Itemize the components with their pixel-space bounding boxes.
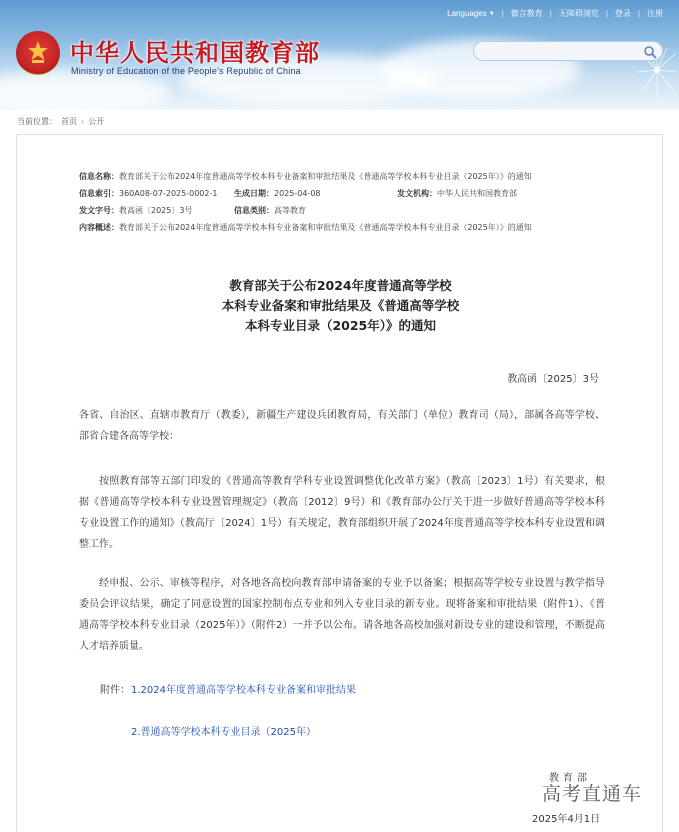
attachment-link-2[interactable]: 2.普通高等学校本科专业目录（2025年） xyxy=(131,727,316,738)
meta-key: 发文字号： xyxy=(79,206,119,215)
title-line: 教育部关于公布2024年度普通高等学校 xyxy=(229,278,452,293)
meta-key: 生成日期： xyxy=(234,189,274,198)
cloud-decoration xyxy=(0,70,170,110)
languages-dropdown[interactable] xyxy=(447,9,495,18)
document-title xyxy=(17,276,664,336)
site-title-cn[interactable]: 中华人民共和国教育部 xyxy=(70,39,320,67)
meta-row-index xyxy=(79,185,619,202)
meta-key: 发文机构： xyxy=(397,189,437,198)
meta-value: 360A08-07-2025-0002-1 xyxy=(119,189,218,198)
breadcrumb-home[interactable]: 首页 xyxy=(61,117,77,126)
meta-key: 信息索引： xyxy=(79,189,119,198)
nav-separator: | xyxy=(549,9,552,18)
attachments-label: 附件： xyxy=(100,685,130,696)
register-link[interactable]: 注册 xyxy=(647,9,663,18)
top-nav xyxy=(447,8,663,19)
document-number: 教高函〔2025〕3号 xyxy=(507,374,599,385)
site-title-en: Ministry of Education of the People's Republic of China xyxy=(71,66,301,76)
breadcrumb-prefix: 当前位置： xyxy=(17,117,57,126)
paragraph-recipients: 各省、自治区、直辖市教育厅（教委），新疆生产建设兵团教育局，有关部门（单位）教育司（局），部属各高等学校、部省合建各高等学校： xyxy=(79,410,605,442)
content-card xyxy=(16,134,663,832)
signing-date: 2025年4月1日 xyxy=(532,814,601,825)
chevron-right-icon: › xyxy=(81,117,85,126)
meta-key: 内容概述： xyxy=(79,223,119,232)
meta-value: 教高函〔2025〕3号 xyxy=(119,206,193,215)
title-line: 本科专业备案和审批结果及《普通高等学校 xyxy=(221,298,460,313)
weibo-link[interactable]: 微言教育 xyxy=(510,9,543,18)
login-link[interactable]: 登录 xyxy=(614,9,631,18)
meta-value: 中华人民共和国教育部 xyxy=(437,189,517,198)
meta-row-summary xyxy=(79,219,619,236)
watermark: 高考直通车 xyxy=(542,783,643,805)
emblem-star-icon xyxy=(23,38,53,68)
title-line: 本科专业目录（2025年）》的通知 xyxy=(244,318,437,333)
search-icon[interactable] xyxy=(643,45,657,59)
meta-value: 高等教育 xyxy=(274,206,306,215)
meta-value: 2025-04-08 xyxy=(274,189,321,198)
search-input[interactable] xyxy=(482,45,632,58)
nav-separator: | xyxy=(637,9,640,18)
meta-value: 教育部关于公布2024年度普通高等学校本科专业备案和审批结果及《普通高等学校本科专业目录（2025年）》的通知 xyxy=(119,223,532,232)
search-box xyxy=(473,41,663,61)
accessibility-link[interactable]: 无障碍浏览 xyxy=(558,9,599,18)
breadcrumb-current[interactable]: 公开 xyxy=(88,117,105,126)
paragraph-body-2: 经申报、公示、审核等程序，对各地各高校向教育部申请备案的专业予以备案；根据高等学校专业设置与教学指导委员会评议结果，确定了同意设置的国家控制布点专业和列入专业目录的新专业。现将备案和审批结果（附件1）、《普通高等学校本科专业目录（2025年）》（附件2）一并予以公布。请各地各高校加强对新设专业的建设和管理，不断提高人才培养质量。 xyxy=(79,578,605,652)
paragraph-body-1: 按照教育部等五部门印发的《普通高等教育学科专业设置调整优化改革方案》（教高〔2023〕1号）有关要求，根据《普通高等学校本科专业设置管理规定》（教高〔2012〕9号）和《教育部办公厅关于进一步做好普通高等学校本科专业设置工作的通知》（教高厅〔2024〕1号）有关规定，教育部组织开展了2024年度普通高等学校本科专业设置和调整工作。 xyxy=(79,476,605,550)
meta-key: 信息名称： xyxy=(79,172,119,181)
nav-separator: | xyxy=(605,9,608,18)
attachment-link-1[interactable]: 1.2024年度普通高等学校本科专业备案和审批结果 xyxy=(131,685,356,696)
languages-label: Languages xyxy=(447,9,487,18)
meta-key: 信息类别： xyxy=(234,206,274,215)
site-header xyxy=(0,0,679,110)
nav-separator: | xyxy=(501,9,504,18)
meta-value: 教育部关于公布2024年度普通高等学校本科专业备案和审批结果及《普通高等学校本科专业目录（2025年）》的通知 xyxy=(119,172,532,181)
meta-row-docno xyxy=(79,202,619,219)
breadcrumb xyxy=(17,116,104,127)
signer: 教育部 xyxy=(549,773,591,784)
national-emblem-icon[interactable] xyxy=(16,31,60,75)
chevron-down-icon: ▼ xyxy=(488,10,495,17)
meta-row-name xyxy=(79,168,619,185)
info-meta-table xyxy=(79,168,619,236)
